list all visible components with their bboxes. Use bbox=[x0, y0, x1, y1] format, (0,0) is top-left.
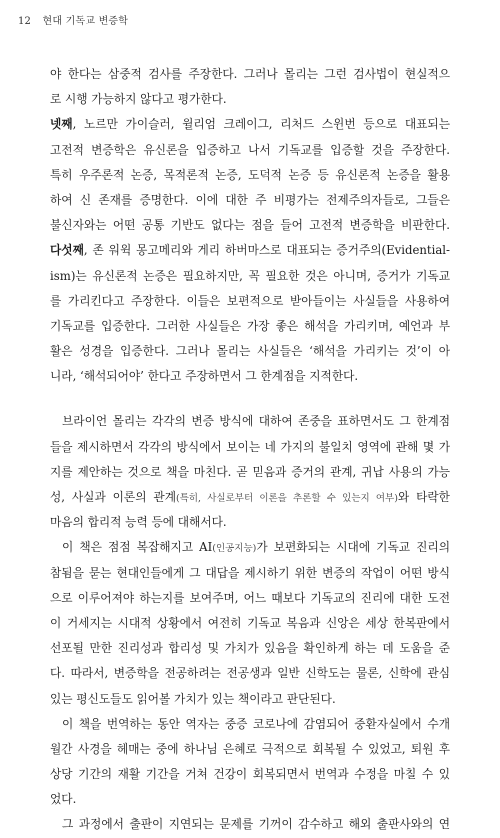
text-line bbox=[50, 460, 450, 485]
text-line bbox=[50, 812, 450, 837]
text-line bbox=[50, 289, 450, 314]
text-line bbox=[50, 87, 450, 112]
page-number: 12 bbox=[18, 16, 32, 27]
text-segment: , 존 워윅 몽고메리와 게리 하버마스로 대표되는 증거주의(Evidential- bbox=[83, 243, 450, 258]
text-segment: 있는 평신도들도 읽어볼 가치가 있는 책이라고 판단된다. bbox=[50, 691, 336, 706]
text-line bbox=[50, 586, 450, 611]
text-segment: 활은 성경을 입증한다. 그러나 몰리는 사실들은 ‘해석을 가리키는 것’이 아 bbox=[50, 344, 450, 359]
text-line bbox=[50, 561, 450, 586]
text-segment: ism)는 유신론적 논증은 필요하지만, 꼭 필요한 것은 아니며, 증거가 기독교 bbox=[50, 268, 450, 283]
text-segment: 그 과정에서 출판이 지연되는 문제를 기꺼이 감수하고 해외 출판사와의 연 bbox=[62, 817, 450, 832]
text-line bbox=[50, 188, 450, 213]
text-segment: 지를 제안하는 것으로 책을 마친다. 곧 믿음과 증거의 관계, 귀납 사용의 가능 bbox=[50, 464, 450, 479]
text-segment: 월간 사경을 헤매는 중에 하나님 은혜로 극적으로 회복될 수 있었고, 퇴원 후 bbox=[50, 741, 450, 756]
text-line bbox=[50, 163, 450, 188]
text-segment: 와 타락한 bbox=[397, 490, 450, 504]
running-title: 현대 기독교 변증학 bbox=[42, 16, 129, 27]
text-segment: 참됨을 묻는 현대인들에게 그 대답을 제시하기 위한 변증의 작업이 어떤 방식 bbox=[50, 565, 450, 580]
text-segment: 하여 신 존재를 증명한다. 이에 대한 주 비평가는 전제주의자들로, 그들은 bbox=[50, 192, 450, 207]
text-line bbox=[50, 435, 450, 460]
running-header bbox=[18, 12, 128, 27]
text-line bbox=[50, 661, 450, 686]
text-line bbox=[50, 112, 450, 137]
text-segment: 이 거세지는 시대적 상황에서 여전히 기독교 복음과 신앙은 세상 한복판에서 bbox=[50, 615, 450, 630]
text-line bbox=[50, 339, 450, 364]
parenthetical-note: (인공지능) bbox=[212, 543, 257, 555]
text-segment: 으로 이루어져야 하는지를 보여주며, 어느 때보다 기독교의 진리에 대한 도전 bbox=[50, 590, 450, 605]
text-segment: 야 한다는 삼중적 검사를 주장한다. 그러나 몰리는 그런 검사법이 현실적으 bbox=[50, 67, 450, 81]
text-segment: 니라, ‘해석되어야’ 한다고 주장하면서 그 한계점을 지적한다. bbox=[50, 369, 359, 384]
text-segment: 를 가리킨다고 주장한다. 이들은 보편적으로 받아들이는 사실들을 사용하여 bbox=[50, 293, 450, 308]
text-segment: , 노르만 가이슬러, 윌리엄 크레이그, 리처드 스윈번 등으로 대표되는 bbox=[72, 117, 450, 132]
text-line bbox=[50, 62, 450, 87]
parenthetical-note: (특히, 사실로부터 이론을 추론할 수 있는지 여부) bbox=[175, 493, 398, 504]
text-segment: 성, 사실과 이론의 관계 bbox=[50, 490, 176, 504]
text-line bbox=[50, 364, 450, 389]
text-segment: 마음의 합리적 능력 등에 대해서다. bbox=[50, 515, 227, 530]
paragraph-gap bbox=[50, 389, 450, 409]
text-segment: 불신자와는 어떤 공통 기반도 없다는 점을 들어 고전적 변증학을 비판한다. bbox=[50, 218, 450, 233]
bold-term: 넷째 bbox=[50, 117, 73, 132]
text-segment: 들을 제시하면서 각각의 방식에서 보이는 네 가지의 불일치 영역에 관해 몇 가 bbox=[50, 439, 450, 454]
text-segment: 가 보편화되는 시대에 기독교 진리의 bbox=[256, 540, 450, 555]
text-line bbox=[50, 314, 450, 339]
text-line bbox=[50, 238, 450, 263]
text-segment: 브라이언 몰리는 각각의 변증 방식에 대하여 존중을 표하면서도 그 한계점 bbox=[62, 414, 450, 429]
text-segment: 특히 우주론적 논증, 목적론적 논증, 도덕적 논증 등 유신론적 논증을 활용 bbox=[50, 167, 450, 182]
text-segment: 고전적 변증학은 유신론을 입증하고 나서 기독교를 입증할 것을 주장한다. bbox=[50, 142, 450, 157]
text-line bbox=[50, 787, 450, 812]
text-line bbox=[50, 737, 450, 762]
text-segment: 이 책을 번역하는 동안 역자는 중증 코로나에 감염되어 중환자실에서 수개 bbox=[62, 716, 450, 731]
text-segment: 로 시행 가능하지 않다고 평가한다. bbox=[50, 92, 227, 107]
text-segment: 기독교를 입증한다. 그러한 사실들은 가장 좋은 해석을 가리키며, 예언과 부 bbox=[50, 318, 450, 333]
text-segment: 이 책은 점점 복잡해지고 AI bbox=[62, 540, 213, 555]
text-line bbox=[50, 687, 450, 712]
text-line bbox=[50, 510, 450, 535]
text-segment: 었다. bbox=[50, 792, 77, 807]
text-line bbox=[50, 485, 450, 510]
text-line bbox=[50, 762, 450, 787]
body-text bbox=[50, 62, 450, 838]
text-line bbox=[50, 138, 450, 163]
text-line bbox=[50, 535, 450, 560]
text-segment: 다. 따라서, 변증학을 전공하려는 전공생과 일반 신학도는 물론, 신학에 관심 bbox=[50, 666, 450, 681]
bold-term: 다섯째 bbox=[50, 243, 84, 258]
text-line bbox=[50, 264, 450, 289]
text-line bbox=[50, 409, 450, 434]
text-line bbox=[50, 712, 450, 737]
text-segment: 선포될 만한 진리성과 합리성 및 가치가 있음을 확인하게 하는 데 도움을 준 bbox=[50, 641, 450, 656]
text-line bbox=[50, 636, 450, 661]
text-line bbox=[50, 213, 450, 238]
text-line bbox=[50, 611, 450, 636]
text-segment: 상당 기간의 재활 기간을 거쳐 건강이 회복되면서 번역과 수정을 마칠 수 있 bbox=[50, 767, 450, 782]
